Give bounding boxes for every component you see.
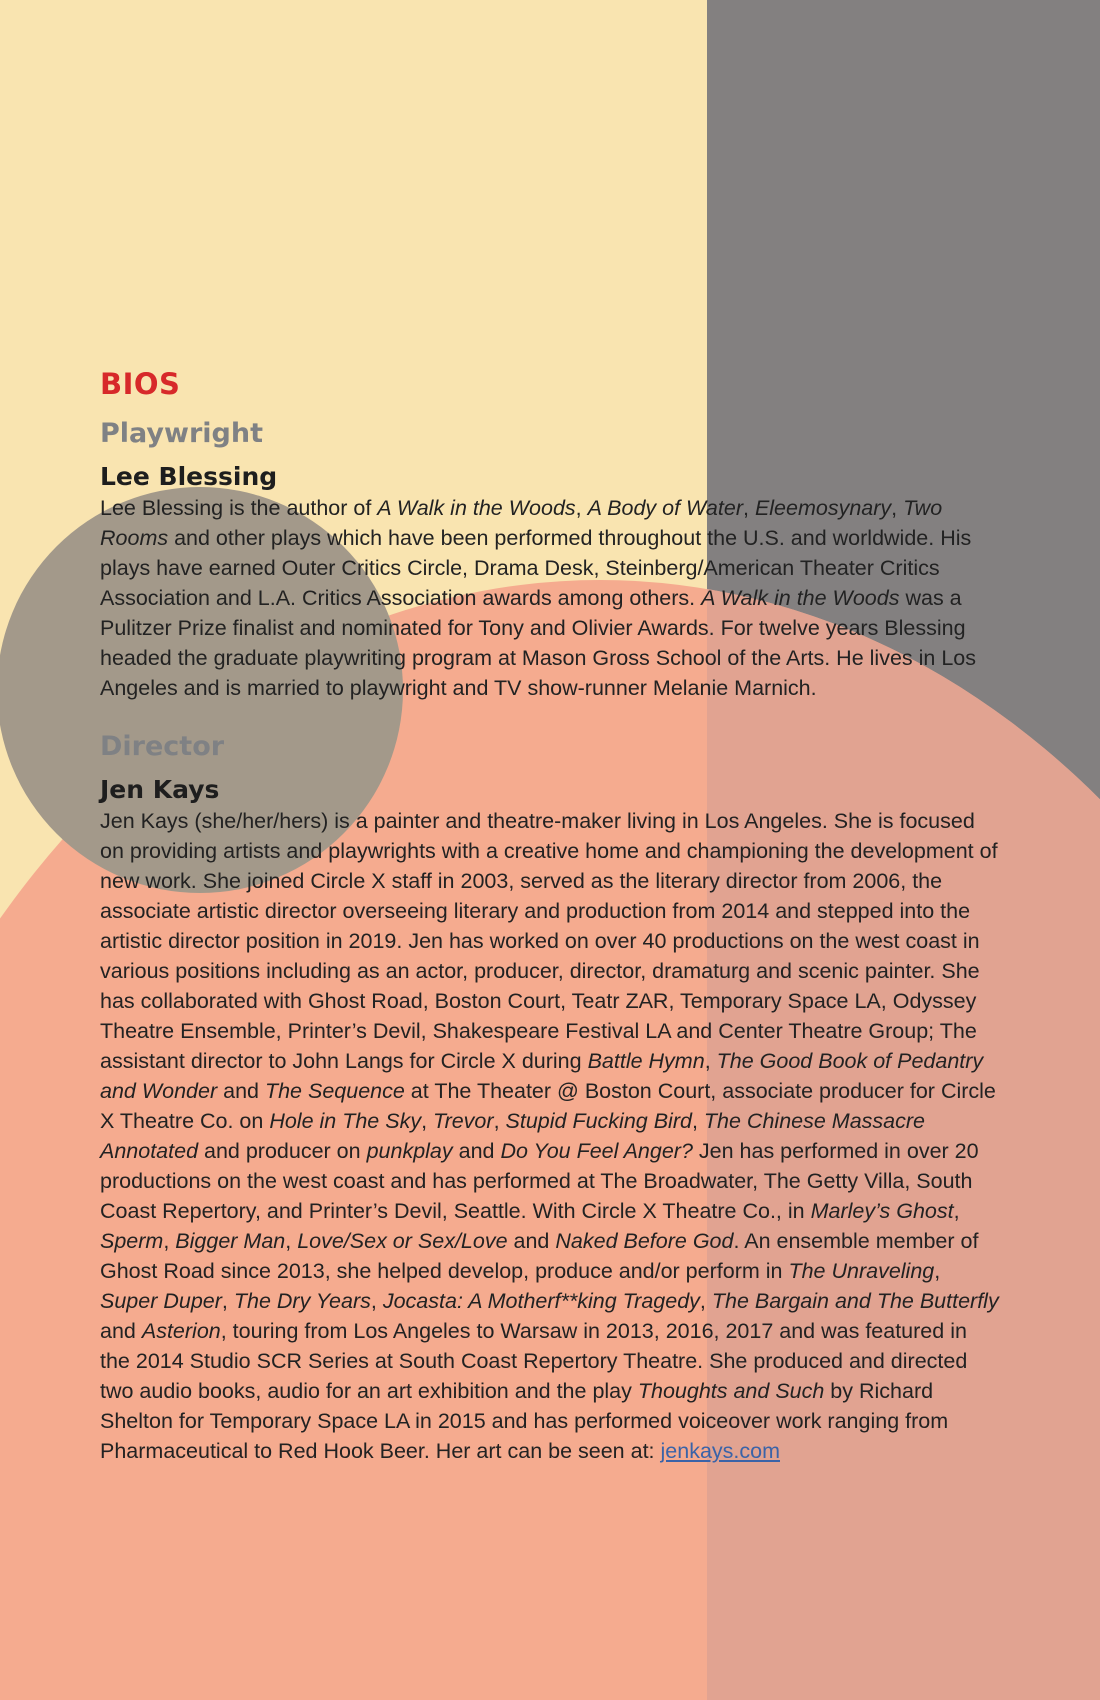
work-title: Stupid Fucking Bird [505,1109,692,1133]
work-title: The Good Book of Pedantry and Wonder [100,1049,984,1103]
bio-text: and [100,1319,142,1343]
director-bio [100,806,1000,1466]
work-title: Marley’s Ghost [810,1199,954,1223]
work-title: Jocasta: A Motherf**king Tragedy [382,1289,700,1313]
work-title: The Sequence [264,1079,405,1103]
bio-text: and producer on [198,1139,367,1163]
bio-text: and [452,1139,501,1163]
bio-text: , [221,1289,234,1313]
bio-text: Jen Kays (she/her/hers) is a painter and theatre-maker living in Los Angeles. She is focused on providing artists and playwrights with a creative home and championing the development of new work. She joined Circle X staff in 2003, served as the literary director from 2006, the associate artistic director overseeing literary and production from 2014 and stepped into the artistic director position in 2019. Jen has worked on over 40 productions on the west coast in various positions including as an actor, producer, director, dramaturg and scenic painter. She has collaborated with Ghost Road, Boston Court, Teatr ZAR, Temporary Space LA, Odyssey Theatre Ensemble, Printer’s Devil, Shakespeare Festival LA and Center Theatre Group; The assistant director to John Langs for Circle X during [100,809,998,1073]
page-heading: BIOS [100,367,181,401]
bio-text: , [742,496,755,520]
bio-text: , [370,1289,383,1313]
work-title: The Unraveling [788,1259,935,1283]
work-title: Naked Before God [555,1229,734,1253]
work-title: Hole in The Sky [269,1109,422,1133]
bio-text: at The Theater @ Boston Court, associate producer for Circle X Theatre Co. on [100,1079,996,1133]
work-title: A Walk in the Woods [701,586,900,610]
bio-text: Jen has performed in over 20 productions on the west coast and has performed at The Broadwater, The Getty Villa, South Coast Repertory, and Printer’s Devil, Seattle. With Circle X Theatre Co., in [100,1139,979,1223]
bio-text: was a Pulitzer Prize finalist and nominated for Tony and Olivier Awards. For twelve years Blessing headed the graduate playwriting program at Mason Gross School of the Arts. He lives in Los Angeles and is married to playwright and TV show-runner Melanie Marnich. [100,586,976,700]
work-title: Thoughts and Such [637,1379,825,1403]
work-title: Bigger Man [175,1229,286,1253]
bio-text: , [421,1109,434,1133]
work-title: The Chinese Massacre Annotated [100,1109,925,1163]
director-role-heading: Director [100,731,225,762]
bio-text: , [691,1109,704,1133]
work-title: punkplay [366,1139,453,1163]
bio-text: , [575,496,588,520]
work-title: A Body of Water [587,496,743,520]
work-title: A Walk in the Woods [377,496,576,520]
work-title: Love/Sex or Sex/Love [297,1229,508,1253]
bio-text: , [934,1259,941,1283]
bio-text: , [953,1199,960,1223]
work-title: The Bargain and The Butterfly [711,1289,999,1313]
work-title: Do You Feel Anger? [500,1139,693,1163]
website-link[interactable]: jenkays.com [660,1439,780,1463]
bio-text: Lee Blessing is the author of [100,496,378,520]
director-name: Jen Kays [100,775,220,804]
bio-text: , [285,1229,298,1253]
bio-text: , [699,1289,712,1313]
bio-text: , [493,1109,506,1133]
work-title: Two Rooms [100,496,943,550]
work-title: Battle Hymn [587,1049,705,1073]
work-title: Super Duper [100,1289,222,1313]
playwright-role-heading: Playwright [100,418,264,449]
work-title: Eleemosynary [754,496,892,520]
work-title: Trevor [433,1109,494,1133]
work-title: Asterion [141,1319,221,1343]
bio-text: by Richard Shelton for Temporary Space LA in 2015 and has performed voiceover work ranging from Pharmaceutical to Red Hook Beer. Her art can be seen at: [100,1379,949,1463]
bio-text: , [163,1229,176,1253]
bio-text: . An ensemble member of Ghost Road since 2013, she helped develop, produce and/or perform in [100,1229,979,1283]
bio-text: , touring from Los Angeles to Warsaw in 2013, 2016, 2017 and was featured in the 2014 Studio SCR Series at South Coast Repertory Theatre. She produced and directed two audio books, audio for an art exhibition and the play [100,1319,968,1403]
playwright-bio [100,493,1000,703]
bio-text: , [891,496,904,520]
bios-content [100,364,1000,1466]
bio-text: and other plays which have been performed throughout the U.S. and worldwide. His plays have earned Outer Critics Circle, Drama Desk, Steinberg/American Theater Critics Association and L.A. Critics Association awards among others. [100,526,972,610]
bio-text: , [704,1049,717,1073]
playwright-name: Lee Blessing [100,462,278,491]
bio-text: and [217,1079,265,1103]
work-title: Sperm [100,1229,164,1253]
bio-text: and [507,1229,556,1253]
work-title: The Dry Years [233,1289,371,1313]
